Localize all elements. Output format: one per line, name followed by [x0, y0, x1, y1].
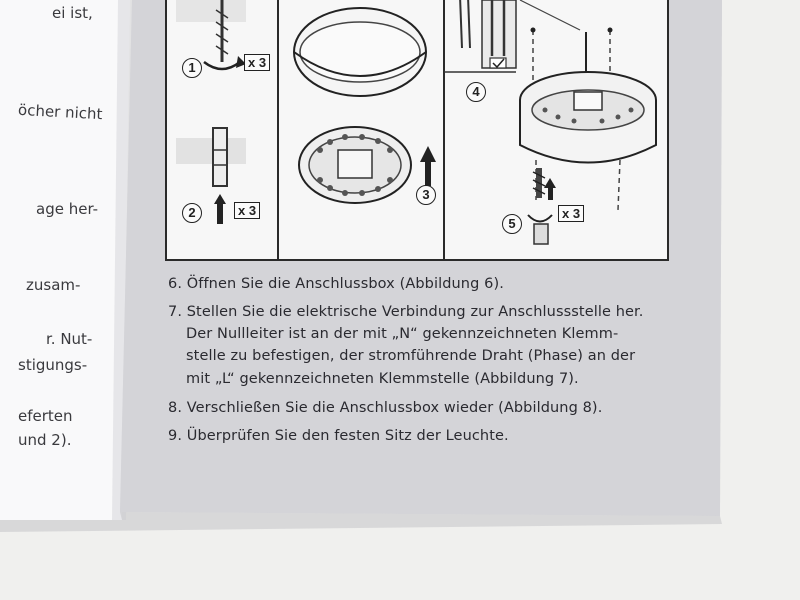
instruction-step-6: 6. Öffnen Sie die Anschlussbox (Abbildung 6). — [168, 276, 504, 292]
figure-number-1: 1 — [182, 58, 202, 78]
instruction-step-7-line-2: Der Nullleiter ist an der mit „N“ gekennzeichneten Klemm- — [186, 326, 619, 342]
left-fragment: zusam- — [26, 276, 81, 294]
left-page-text — [0, 0, 115, 520]
step5-count-label: x 3 — [558, 205, 584, 222]
left-fragment: age her- — [36, 200, 99, 218]
left-fragment: öcher nicht — [17, 100, 103, 124]
left-fragment: ei ist, — [52, 4, 93, 22]
left-fragment: eferten — [18, 407, 73, 425]
instruction-step-8: 8. Verschließen Sie die Anschlussbox wieder (Abbildung 8). — [168, 400, 603, 416]
left-fragment: und 2). — [18, 431, 72, 449]
figure-number-2: 2 — [182, 203, 202, 223]
step1-count-label: x 3 — [244, 54, 270, 71]
left-fragment: stigungs- — [18, 356, 88, 374]
figure-number-4: 4 — [466, 82, 486, 102]
figure-number-3: 3 — [416, 185, 436, 205]
figure-number-5: 5 — [502, 214, 522, 234]
instruction-step-7: 7. Stellen Sie die elektrische Verbindung zur Anschlussstelle her. — [168, 304, 644, 320]
lamp-ring-illustration — [294, 8, 426, 96]
left-fragment: r. Nut- — [46, 330, 93, 348]
instruction-step-7-line-4: mit „L“ gekennzeichneten Klemmstelle (Abbildung 7). — [186, 371, 579, 387]
instruction-step-7-line-3: stelle zu befestigen, der stromführende Draht (Phase) an der — [186, 348, 636, 364]
step2-count-label: x 3 — [234, 202, 260, 219]
instruction-step-9: 9. Überprüfen Sie den festen Sitz der Leuchte. — [168, 428, 509, 444]
